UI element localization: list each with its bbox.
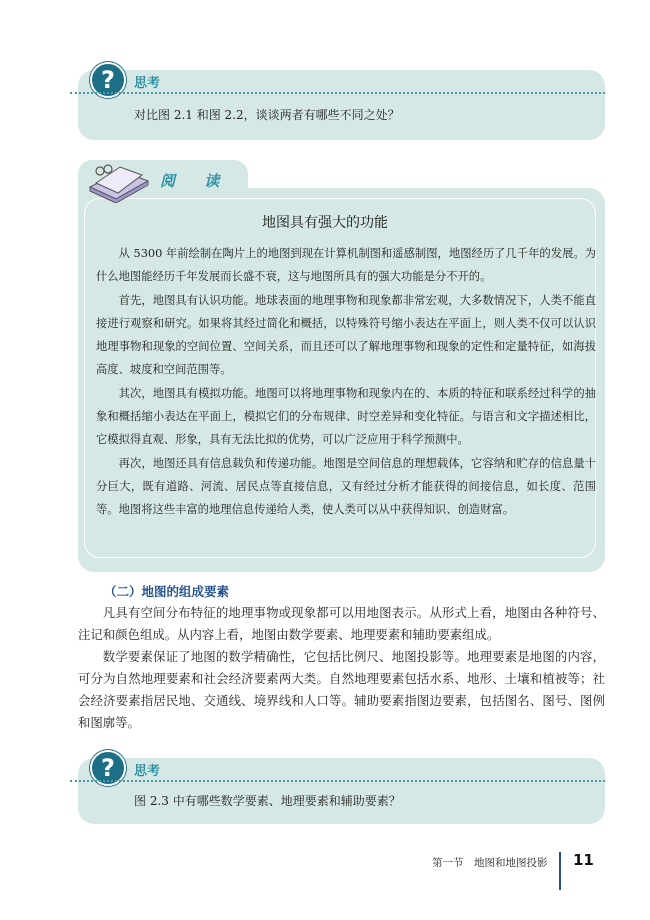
page-number: 11 — [573, 851, 594, 869]
book-icon — [86, 163, 152, 203]
think-title: 思考 — [134, 76, 161, 91]
think-box-2 — [78, 754, 605, 824]
body-paragraph: 数学要素保证了地图的数学精确性，它包括比例尺、地图投影等。地理要素是地图的内容，可分为自然地理要素和社会经济要素两大类。自然地理要素包括水系、地形、土壤和植被等；社会经济要素指居民地、交通线、境界线和人口等。辅助要素指图边要素，包括图名、图号、图例和图廓等。 — [78, 649, 605, 730]
reading-body — [96, 242, 596, 522]
reading-paragraph: 首先，地图具有认识功能。地球表面的地理事物和现象都非常宏观，大多数情况下，人类不能直接进行观察和研究。如果将其经过简化和概括，以特殊符号缩小表达在平面上，则人类不仅可以认识地理事物和现象的空间位置、空间关系，而且还可以了解地理事物和现象的定性和定量特征，如海拔高度、坡度和空间范围等。 — [96, 293, 596, 377]
reading-paragraph: 再次，地图还具有信息载负和传递功能。地图是空间信息的理想载体，它容纳和贮存的信息量十分巨大，既有道路、河流、居民点等直接信息，又有经过分析才能获得的间接信息，如长度、范围等。地图将这些丰富的地理信息传递给人类，使人类可以从中获得知识、创造财富。 — [96, 456, 596, 517]
think-title: 思考 — [134, 764, 161, 779]
think-box-1 — [78, 66, 605, 140]
dotted-divider — [70, 780, 605, 782]
dotted-divider — [70, 92, 605, 94]
reading-title: 地图具有强大的功能 — [262, 215, 388, 231]
footer-section-title: 第一节 地图和地图投影 — [432, 857, 548, 869]
reading-paragraph: 从 5300 年前绘制在陶片上的地图到现在计算机制图和遥感制图，地图经历了几千年的发展。为什么地图能经历千年发展而长盛不衰，这与地图所具有的强大功能是分不开的。 — [96, 247, 596, 284]
section-heading: （二）地图的组成要素 — [104, 584, 230, 599]
reading-paragraph: 其次，地图具有模拟功能。地图可以将地理事物和现象内在的、本质的特征和联系经过科学的抽象和概括缩小表达在平面上，模拟它们的分布规律、时空差异和变化特征。与语言和文字描述相比，它模拟得直观、形象，具有无法比拟的优势，可以广泛应用于科学预测中。 — [96, 386, 596, 447]
body-paragraph: 凡具有空间分布特征的地理事物或现象都可以用地图表示。从形式上看，地图由各种符号、注记和颜色组成。从内容上看，地图由数学要素、地理要素和辅助要素组成。 — [78, 605, 605, 642]
question-mark-icon: ? — [90, 750, 126, 786]
reading-label: 阅 读 — [160, 172, 232, 190]
question-mark-icon: ? — [90, 62, 126, 98]
think-question: 图 2.3 中有哪些数学要素、地理要素和辅助要素？ — [134, 794, 401, 808]
think-question: 对比图 2.1 和图 2.2，谈谈两者有哪些不同之处？ — [134, 108, 400, 122]
footer-divider — [559, 852, 561, 890]
section-body — [78, 602, 605, 734]
